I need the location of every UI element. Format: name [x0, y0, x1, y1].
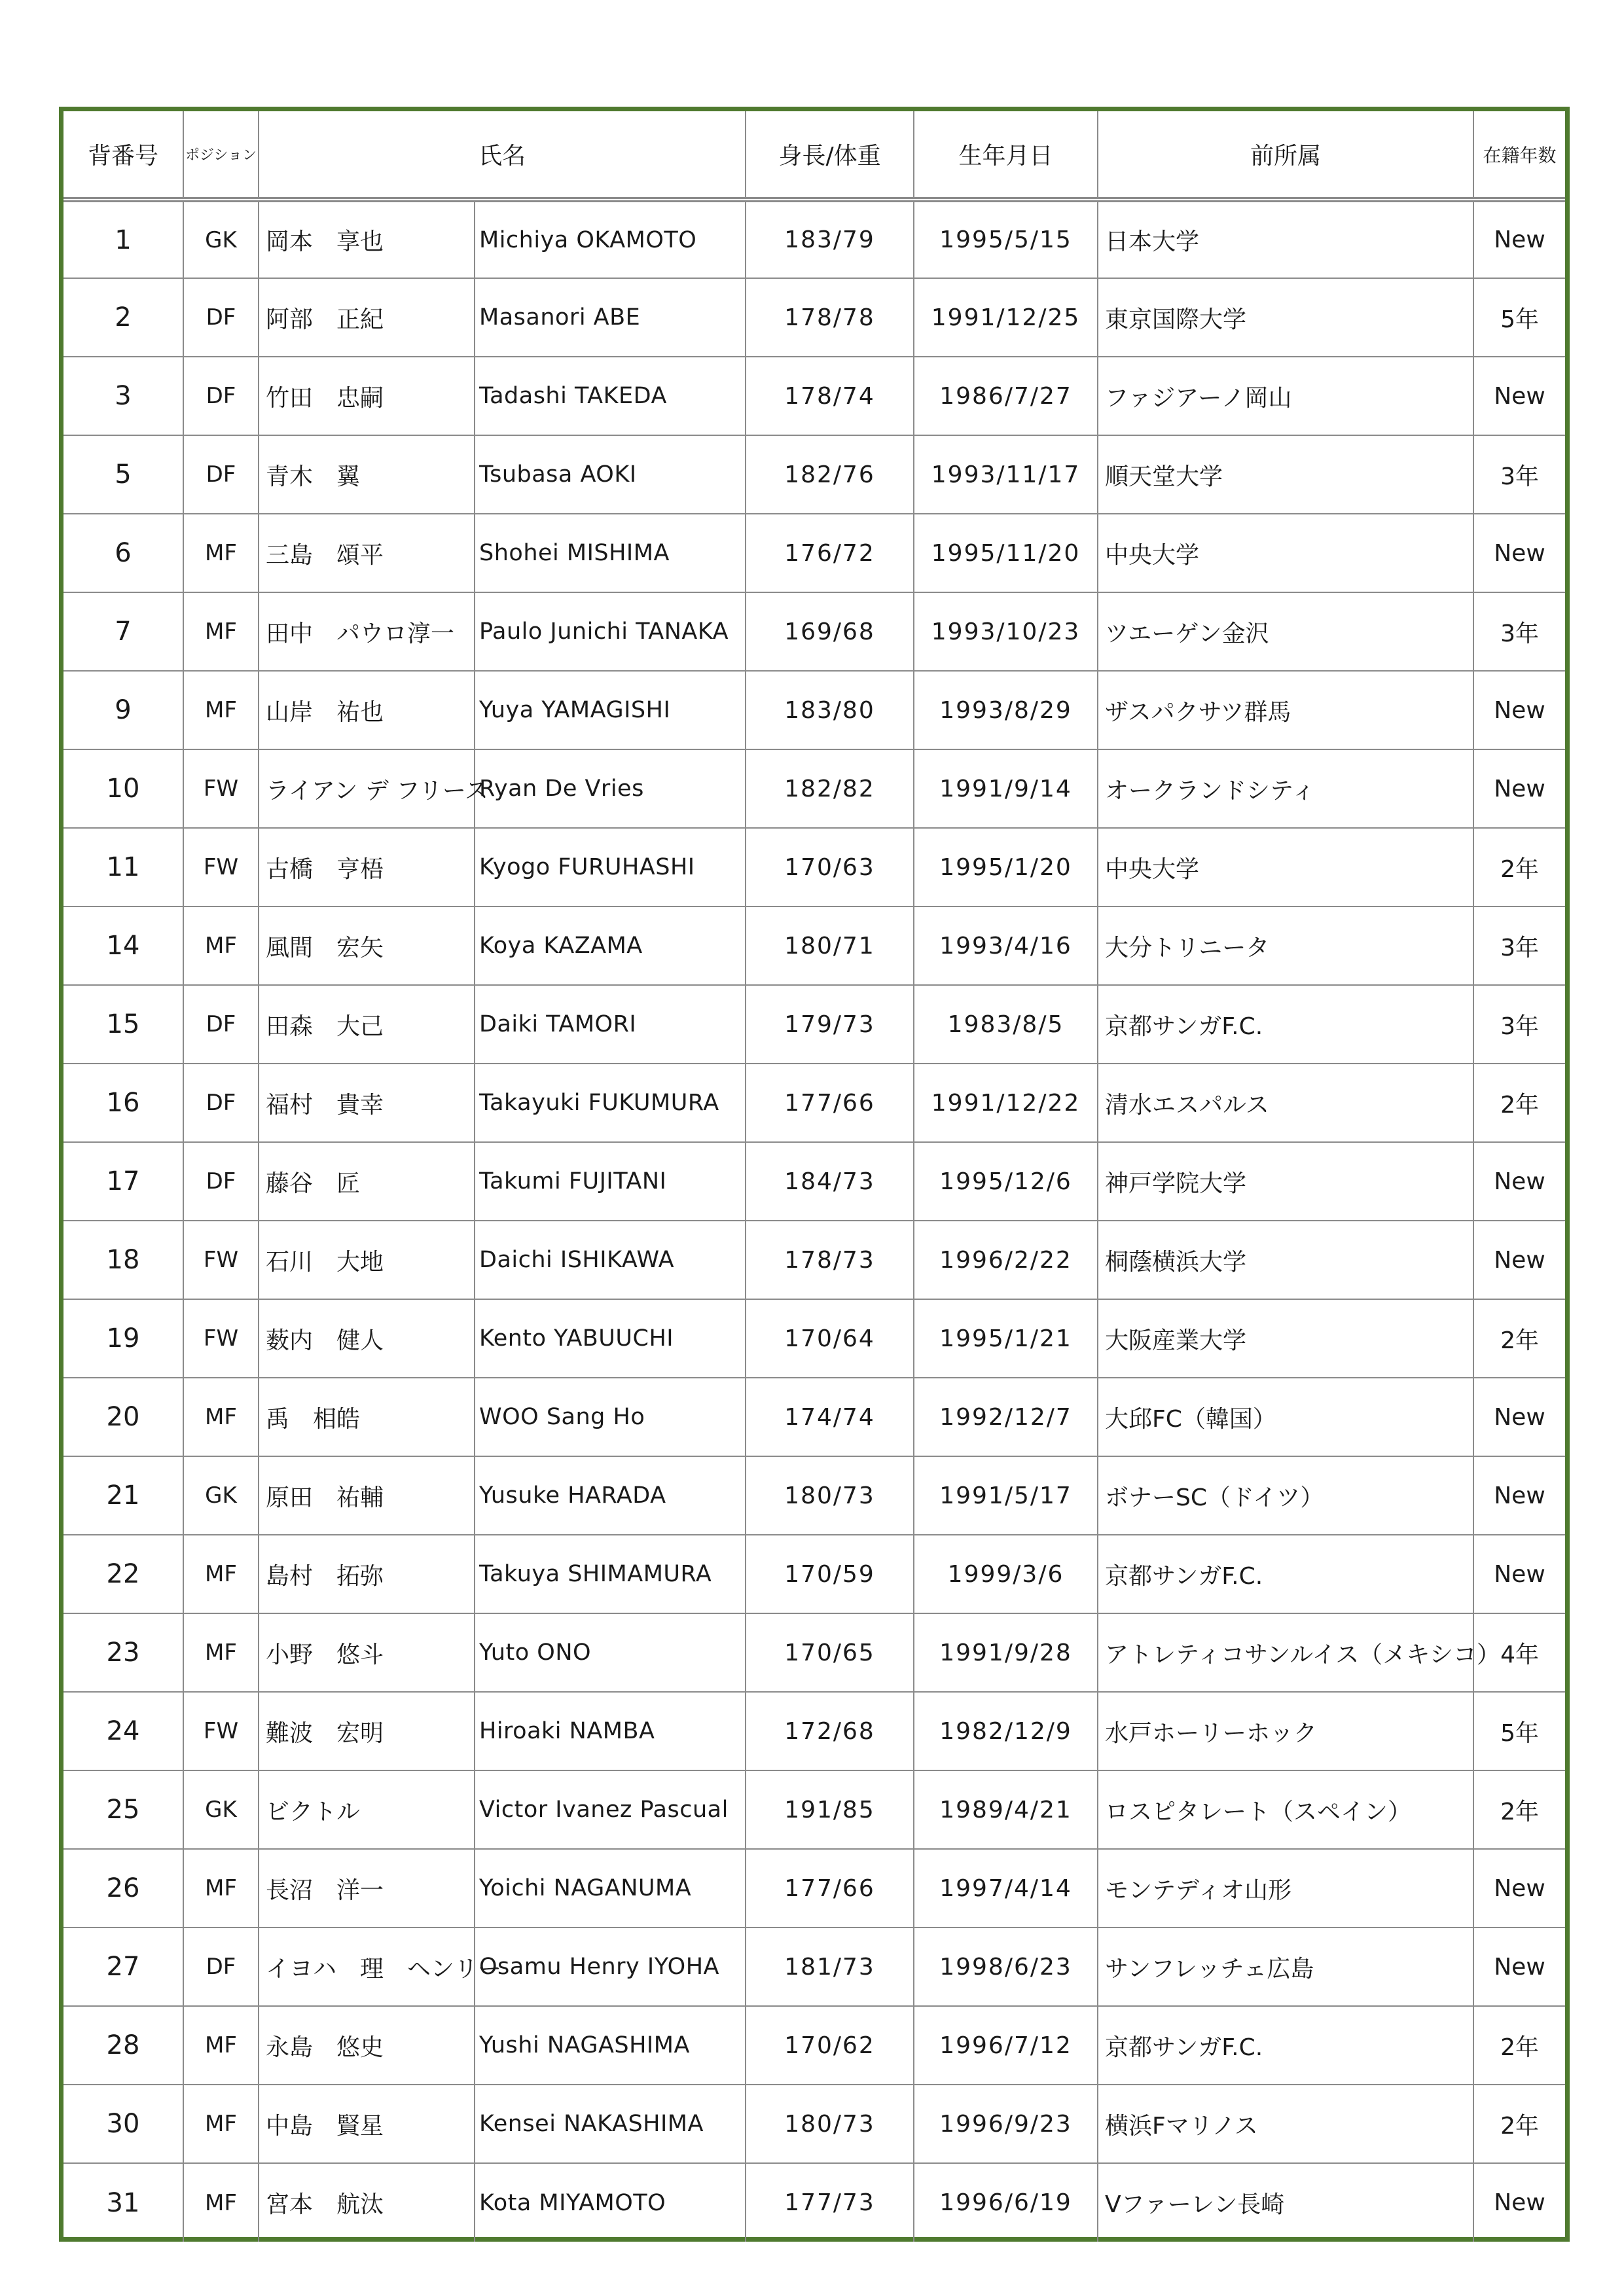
- previous-club: 京都サンガF.C.: [1098, 985, 1473, 1064]
- name-japanese: 田森 大己: [259, 985, 475, 1064]
- roster-table-frame: [59, 107, 1570, 2242]
- name-japanese: ライアン デ フリース: [259, 749, 475, 828]
- name-japanese: 宮本 航汰: [259, 2163, 475, 2242]
- player-row: [63, 1535, 1565, 1613]
- height-weight: 179/73: [746, 985, 914, 1064]
- name-english: WOO Sang Ho: [475, 1378, 746, 1456]
- name-japanese: 薮内 健人: [259, 1299, 475, 1378]
- player-row: [63, 1928, 1565, 2006]
- height-weight: 180/73: [746, 2085, 914, 2163]
- name-english: Kento YABUUCHI: [475, 1299, 746, 1378]
- years-at-club: New: [1473, 1142, 1565, 1221]
- player-row: [63, 2006, 1565, 2085]
- previous-club: ボナーSC（ドイツ）: [1098, 1456, 1473, 1535]
- jersey-number: 30: [63, 2085, 183, 2163]
- name-japanese: 三島 頌平: [259, 514, 475, 592]
- position: GK: [183, 1456, 259, 1535]
- header-position: ポジション: [183, 111, 259, 200]
- position: MF: [183, 2006, 259, 2085]
- years-at-club: 4年: [1473, 1613, 1565, 1692]
- birthdate: 1982/12/9: [914, 1692, 1098, 1770]
- birthdate: 1991/9/14: [914, 749, 1098, 828]
- jersey-number: 18: [63, 1221, 183, 1299]
- height-weight: 170/63: [746, 828, 914, 906]
- birthdate: 1983/8/5: [914, 985, 1098, 1064]
- name-english: Takayuki FUKUMURA: [475, 1064, 746, 1142]
- previous-club: 順天堂大学: [1098, 435, 1473, 514]
- birthdate: 1999/3/6: [914, 1535, 1098, 1613]
- position: GK: [183, 200, 259, 278]
- years-at-club: New: [1473, 200, 1565, 278]
- birthdate: 1993/10/23: [914, 592, 1098, 671]
- height-weight: 169/68: [746, 592, 914, 671]
- years-at-club: 3年: [1473, 985, 1565, 1064]
- jersey-number: 26: [63, 1849, 183, 1928]
- position: FW: [183, 1299, 259, 1378]
- years-at-club: New: [1473, 1928, 1565, 2006]
- name-japanese: イヨハ 理 ヘンリー: [259, 1928, 475, 2006]
- position: MF: [183, 1613, 259, 1692]
- jersey-number: 25: [63, 1770, 183, 1849]
- previous-club: 大邱FC（韓国）: [1098, 1378, 1473, 1456]
- jersey-number: 14: [63, 906, 183, 985]
- header-name: 氏名: [259, 111, 746, 200]
- header-previous-club: 前所属: [1098, 111, 1473, 200]
- name-english: Shohei MISHIMA: [475, 514, 746, 592]
- name-japanese: 禹 相皓: [259, 1378, 475, 1456]
- jersey-number: 15: [63, 985, 183, 1064]
- previous-club: 横浜Fマリノス: [1098, 2085, 1473, 2163]
- years-at-club: 3年: [1473, 592, 1565, 671]
- position: MF: [183, 1378, 259, 1456]
- header-years: 在籍年数: [1473, 111, 1565, 200]
- height-weight: 177/66: [746, 1064, 914, 1142]
- name-japanese: 山岸 祐也: [259, 671, 475, 749]
- jersey-number: 22: [63, 1535, 183, 1613]
- name-english: Yoichi NAGANUMA: [475, 1849, 746, 1928]
- player-row: [63, 671, 1565, 749]
- name-japanese: 石川 大地: [259, 1221, 475, 1299]
- height-weight: 180/71: [746, 906, 914, 985]
- previous-club: 神戸学院大学: [1098, 1142, 1473, 1221]
- position: MF: [183, 592, 259, 671]
- player-row: [63, 435, 1565, 514]
- years-at-club: 2年: [1473, 1299, 1565, 1378]
- years-at-club: New: [1473, 1849, 1565, 1928]
- player-row: [63, 985, 1565, 1064]
- roster-table: [63, 111, 1565, 2242]
- height-weight: 181/73: [746, 1928, 914, 2006]
- roster-body: [63, 200, 1565, 2242]
- name-english: Daichi ISHIKAWA: [475, 1221, 746, 1299]
- height-weight: 182/82: [746, 749, 914, 828]
- position: MF: [183, 906, 259, 985]
- birthdate: 1993/8/29: [914, 671, 1098, 749]
- name-japanese: 小野 悠斗: [259, 1613, 475, 1692]
- birthdate: 1995/1/20: [914, 828, 1098, 906]
- name-japanese: 永島 悠史: [259, 2006, 475, 2085]
- name-english: Kensei NAKASHIMA: [475, 2085, 746, 2163]
- name-english: Osamu Henry IYOHA: [475, 1928, 746, 2006]
- years-at-club: 5年: [1473, 1692, 1565, 1770]
- years-at-club: 3年: [1473, 906, 1565, 985]
- name-japanese: 長沼 洋一: [259, 1849, 475, 1928]
- jersey-number: 10: [63, 749, 183, 828]
- player-row: [63, 1299, 1565, 1378]
- birthdate: 1992/12/7: [914, 1378, 1098, 1456]
- previous-club: モンテディオ山形: [1098, 1849, 1473, 1928]
- name-english: Tsubasa AOKI: [475, 435, 746, 514]
- player-row: [63, 1064, 1565, 1142]
- position: DF: [183, 985, 259, 1064]
- player-row: [63, 906, 1565, 985]
- name-english: Ryan De Vries: [475, 749, 746, 828]
- jersey-number: 19: [63, 1299, 183, 1378]
- birthdate: 1996/6/19: [914, 2163, 1098, 2242]
- height-weight: 178/74: [746, 357, 914, 435]
- height-weight: 172/68: [746, 1692, 914, 1770]
- years-at-club: 2年: [1473, 1770, 1565, 1849]
- jersey-number: 27: [63, 1928, 183, 2006]
- position: DF: [183, 435, 259, 514]
- player-row: [63, 1849, 1565, 1928]
- player-row: [63, 828, 1565, 906]
- birthdate: 1996/9/23: [914, 2085, 1098, 2163]
- position: DF: [183, 1928, 259, 2006]
- height-weight: 177/66: [746, 1849, 914, 1928]
- player-row: [63, 200, 1565, 278]
- years-at-club: New: [1473, 2163, 1565, 2242]
- birthdate: 1995/12/6: [914, 1142, 1098, 1221]
- name-english: Yuto ONO: [475, 1613, 746, 1692]
- player-row: [63, 2085, 1565, 2163]
- position: FW: [183, 1692, 259, 1770]
- previous-club: 京都サンガF.C.: [1098, 1535, 1473, 1613]
- jersey-number: 9: [63, 671, 183, 749]
- previous-club: サンフレッチェ広島: [1098, 1928, 1473, 2006]
- previous-club: 中央大学: [1098, 514, 1473, 592]
- birthdate: 1993/11/17: [914, 435, 1098, 514]
- header-birthdate: 生年月日: [914, 111, 1098, 200]
- player-row: [63, 2163, 1565, 2242]
- name-english: Michiya OKAMOTO: [475, 200, 746, 278]
- jersey-number: 3: [63, 357, 183, 435]
- years-at-club: 5年: [1473, 278, 1565, 357]
- player-row: [63, 514, 1565, 592]
- position: MF: [183, 671, 259, 749]
- player-row: [63, 357, 1565, 435]
- player-row: [63, 1770, 1565, 1849]
- years-at-club: New: [1473, 1378, 1565, 1456]
- years-at-club: New: [1473, 749, 1565, 828]
- name-english: Yusuke HARADA: [475, 1456, 746, 1535]
- height-weight: 170/64: [746, 1299, 914, 1378]
- player-row: [63, 749, 1565, 828]
- previous-club: ザスパクサツ群馬: [1098, 671, 1473, 749]
- name-japanese: 藤谷 匠: [259, 1142, 475, 1221]
- player-row: [63, 1142, 1565, 1221]
- previous-club: ファジアーノ岡山: [1098, 357, 1473, 435]
- player-row: [63, 1456, 1565, 1535]
- position: MF: [183, 1849, 259, 1928]
- birthdate: 1995/11/20: [914, 514, 1098, 592]
- previous-club: 京都サンガF.C.: [1098, 2006, 1473, 2085]
- name-english: Tadashi TAKEDA: [475, 357, 746, 435]
- years-at-club: 2年: [1473, 2085, 1565, 2163]
- position: DF: [183, 1142, 259, 1221]
- birthdate: 1995/5/15: [914, 200, 1098, 278]
- name-japanese: 青木 翼: [259, 435, 475, 514]
- birthdate: 1998/6/23: [914, 1928, 1098, 2006]
- name-japanese: 田中 パウロ淳一: [259, 592, 475, 671]
- name-japanese: 難波 宏明: [259, 1692, 475, 1770]
- jersey-number: 16: [63, 1064, 183, 1142]
- birthdate: 1997/4/14: [914, 1849, 1098, 1928]
- previous-club: ロスピタレート（スペイン）: [1098, 1770, 1473, 1849]
- previous-club: 日本大学: [1098, 200, 1473, 278]
- years-at-club: New: [1473, 1535, 1565, 1613]
- position: MF: [183, 1535, 259, 1613]
- jersey-number: 1: [63, 200, 183, 278]
- height-weight: 180/73: [746, 1456, 914, 1535]
- position: MF: [183, 2163, 259, 2242]
- name-english: Yushi NAGASHIMA: [475, 2006, 746, 2085]
- previous-club: Vファーレン長崎: [1098, 2163, 1473, 2242]
- years-at-club: 3年: [1473, 435, 1565, 514]
- height-weight: 183/79: [746, 200, 914, 278]
- header-height-weight: 身長/体重: [746, 111, 914, 200]
- jersey-number: 2: [63, 278, 183, 357]
- name-english: Takumi FUJITANI: [475, 1142, 746, 1221]
- jersey-number: 21: [63, 1456, 183, 1535]
- name-japanese: 古橋 亨梧: [259, 828, 475, 906]
- height-weight: 178/78: [746, 278, 914, 357]
- position: MF: [183, 2085, 259, 2163]
- position: DF: [183, 278, 259, 357]
- years-at-club: New: [1473, 671, 1565, 749]
- height-weight: 177/73: [746, 2163, 914, 2242]
- height-weight: 191/85: [746, 1770, 914, 1849]
- position: DF: [183, 357, 259, 435]
- name-english: Victor Ivanez Pascual: [475, 1770, 746, 1849]
- player-row: [63, 1221, 1565, 1299]
- previous-club: アトレティコサンルイス（メキシコ）: [1098, 1613, 1473, 1692]
- position: GK: [183, 1770, 259, 1849]
- name-english: Hiroaki NAMBA: [475, 1692, 746, 1770]
- jersey-number: 23: [63, 1613, 183, 1692]
- header-number: 背番号: [63, 111, 183, 200]
- name-japanese: 原田 祐輔: [259, 1456, 475, 1535]
- previous-club: 中央大学: [1098, 828, 1473, 906]
- birthdate: 1991/12/25: [914, 278, 1098, 357]
- jersey-number: 20: [63, 1378, 183, 1456]
- previous-club: 大分トリニータ: [1098, 906, 1473, 985]
- player-row: [63, 278, 1565, 357]
- years-at-club: 2年: [1473, 2006, 1565, 2085]
- jersey-number: 24: [63, 1692, 183, 1770]
- name-english: Yuya YAMAGISHI: [475, 671, 746, 749]
- name-japanese: 阿部 正紀: [259, 278, 475, 357]
- name-english: Daiki TAMORI: [475, 985, 746, 1064]
- birthdate: 1991/9/28: [914, 1613, 1098, 1692]
- birthdate: 1991/12/22: [914, 1064, 1098, 1142]
- previous-club: 清水エスパルス: [1098, 1064, 1473, 1142]
- player-row: [63, 1378, 1565, 1456]
- height-weight: 170/59: [746, 1535, 914, 1613]
- jersey-number: 31: [63, 2163, 183, 2242]
- years-at-club: 2年: [1473, 828, 1565, 906]
- player-row: [63, 1613, 1565, 1692]
- name-japanese: 福村 貴幸: [259, 1064, 475, 1142]
- height-weight: 183/80: [746, 671, 914, 749]
- name-japanese: 岡本 享也: [259, 200, 475, 278]
- name-japanese: ビクトル: [259, 1770, 475, 1849]
- birthdate: 1996/2/22: [914, 1221, 1098, 1299]
- name-japanese: 竹田 忠嗣: [259, 357, 475, 435]
- position: FW: [183, 828, 259, 906]
- previous-club: 水戸ホーリーホック: [1098, 1692, 1473, 1770]
- previous-club: ツエーゲン金沢: [1098, 592, 1473, 671]
- jersey-number: 11: [63, 828, 183, 906]
- position: FW: [183, 1221, 259, 1299]
- years-at-club: New: [1473, 1456, 1565, 1535]
- birthdate: 1995/1/21: [914, 1299, 1098, 1378]
- birthdate: 1986/7/27: [914, 357, 1098, 435]
- jersey-number: 28: [63, 2006, 183, 2085]
- name-english: Takuya SHIMAMURA: [475, 1535, 746, 1613]
- birthdate: 1993/4/16: [914, 906, 1098, 985]
- name-english: Kota MIYAMOTO: [475, 2163, 746, 2242]
- name-english: Paulo Junichi TANAKA: [475, 592, 746, 671]
- jersey-number: 5: [63, 435, 183, 514]
- header-row: [63, 111, 1565, 200]
- position: DF: [183, 1064, 259, 1142]
- name-japanese: 島村 拓弥: [259, 1535, 475, 1613]
- previous-club: 東京国際大学: [1098, 278, 1473, 357]
- position: FW: [183, 749, 259, 828]
- player-row: [63, 592, 1565, 671]
- height-weight: 178/73: [746, 1221, 914, 1299]
- height-weight: 174/74: [746, 1378, 914, 1456]
- jersey-number: 17: [63, 1142, 183, 1221]
- height-weight: 176/72: [746, 514, 914, 592]
- birthdate: 1991/5/17: [914, 1456, 1098, 1535]
- name-japanese: 中島 賢星: [259, 2085, 475, 2163]
- previous-club: 桐蔭横浜大学: [1098, 1221, 1473, 1299]
- height-weight: 170/65: [746, 1613, 914, 1692]
- height-weight: 170/62: [746, 2006, 914, 2085]
- height-weight: 184/73: [746, 1142, 914, 1221]
- previous-club: 大阪産業大学: [1098, 1299, 1473, 1378]
- birthdate: 1996/7/12: [914, 2006, 1098, 2085]
- jersey-number: 7: [63, 592, 183, 671]
- birthdate: 1989/4/21: [914, 1770, 1098, 1849]
- years-at-club: New: [1473, 357, 1565, 435]
- years-at-club: New: [1473, 1221, 1565, 1299]
- name-english: Masanori ABE: [475, 278, 746, 357]
- height-weight: 182/76: [746, 435, 914, 514]
- years-at-club: 2年: [1473, 1064, 1565, 1142]
- name-english: Kyogo FURUHASHI: [475, 828, 746, 906]
- years-at-club: New: [1473, 514, 1565, 592]
- player-row: [63, 1692, 1565, 1770]
- previous-club: オークランドシティ: [1098, 749, 1473, 828]
- position: MF: [183, 514, 259, 592]
- name-japanese: 風間 宏矢: [259, 906, 475, 985]
- name-english: Koya KAZAMA: [475, 906, 746, 985]
- jersey-number: 6: [63, 514, 183, 592]
